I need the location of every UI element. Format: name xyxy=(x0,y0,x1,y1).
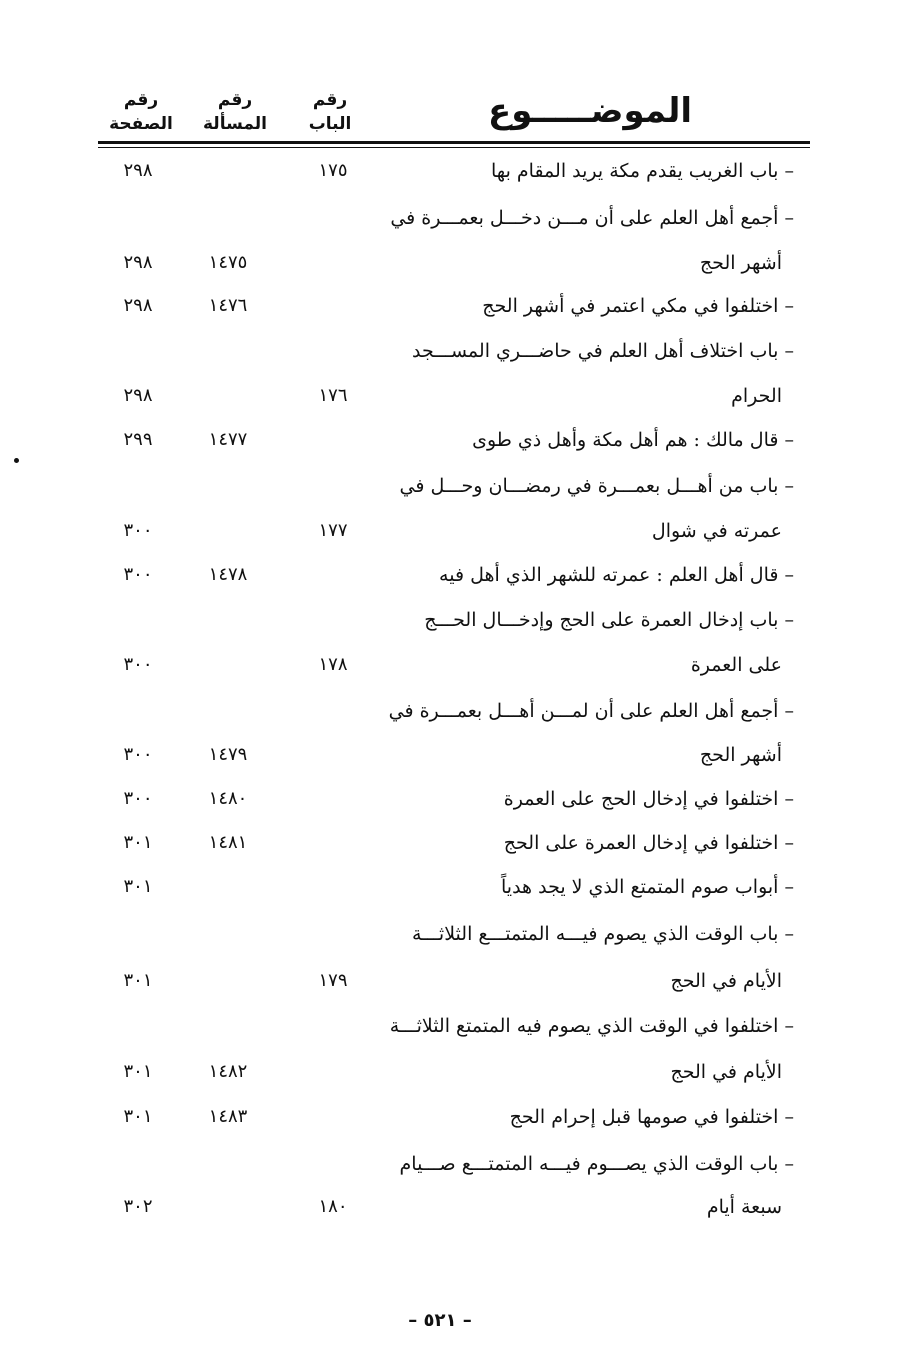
row-masala-number: ١٤٨٠ xyxy=(208,788,248,809)
row-masala-number: ١٤٧٥ xyxy=(208,252,248,273)
row-bab-number: ١٧٧ xyxy=(318,520,348,541)
row-bab-number: ١٧٦ xyxy=(318,385,348,406)
row-topic: – اختلفوا في الوقت الذي يصوم فيه المتمتع الثلاثـــة xyxy=(389,1015,794,1037)
row-page-number: ٣٠٢ xyxy=(123,1196,153,1217)
row-topic: – اختلفوا في صومها قبل إحرام الحج xyxy=(509,1106,794,1128)
table-row xyxy=(98,913,810,955)
row-topic: سبعة أيام xyxy=(706,1196,782,1218)
row-page-number: ٣٠٠ xyxy=(123,788,153,809)
table-row xyxy=(98,599,810,641)
row-topic: – باب اختلاف أهل العلم في حاضـــري المســـجد xyxy=(412,340,794,362)
table-row xyxy=(98,644,810,686)
header-safha-line1: رقم xyxy=(123,90,159,110)
table-row xyxy=(98,866,810,908)
row-page-number: ٣٠٠ xyxy=(123,654,153,675)
row-topic: عمرته في شوال xyxy=(651,520,782,542)
header-masala-line1: رقم xyxy=(217,90,253,110)
row-page-number: ٣٠١ xyxy=(123,876,153,897)
table-row xyxy=(98,197,810,239)
table-row xyxy=(98,465,810,507)
row-page-number: ٣٠١ xyxy=(123,832,153,853)
table-row xyxy=(98,419,810,461)
row-masala-number: ١٤٧٦ xyxy=(208,295,248,316)
row-page-number: ٢٩٨ xyxy=(123,295,153,316)
row-masala-number: ١٤٧٩ xyxy=(208,744,248,765)
table-row xyxy=(98,1051,810,1093)
header-rule-thin xyxy=(98,147,810,148)
table-row xyxy=(98,1143,810,1185)
row-topic: أشهر الحج xyxy=(699,252,782,274)
row-topic: – باب الغريب يقدم مكة يريد المقام بها xyxy=(491,160,794,182)
header-bab-line1: رقم xyxy=(312,90,348,110)
table-row xyxy=(98,822,810,864)
header-topic: الموضـــــوع xyxy=(487,91,693,131)
table-row xyxy=(98,690,810,732)
row-topic: – باب الوقت الذي يصوم فيـــه المتمتـــع الثلاثـــة xyxy=(412,923,794,945)
table-row xyxy=(98,1005,810,1047)
header-masala-column xyxy=(190,88,280,136)
table-row xyxy=(98,734,810,776)
table-row xyxy=(98,375,810,417)
margin-dot xyxy=(14,458,19,463)
table-row xyxy=(98,242,810,284)
table-row xyxy=(98,150,810,192)
row-bab-number: ١٧٨ xyxy=(318,654,348,675)
table-row xyxy=(98,1096,810,1138)
row-masala-number: ١٤٨٢ xyxy=(208,1061,248,1082)
row-topic: – باب من أهـــل بعمـــرة في رمضـــان وحـــل في xyxy=(399,475,794,497)
row-page-number: ٢٩٩ xyxy=(123,429,153,450)
page-number: – ٥٢١ – xyxy=(408,1310,472,1331)
table-row xyxy=(98,554,810,596)
row-topic: أشهر الحج xyxy=(699,744,782,766)
row-topic: الأيام في الحج xyxy=(670,970,782,992)
table-row xyxy=(98,1186,810,1228)
row-page-number: ٣٠١ xyxy=(123,970,153,991)
row-masala-number: ١٤٨١ xyxy=(208,832,248,853)
table-row xyxy=(98,285,810,327)
table-row xyxy=(98,960,810,1002)
row-page-number: ٢٩٨ xyxy=(123,252,153,273)
row-topic: الأيام في الحج xyxy=(670,1061,782,1083)
row-bab-number: ١٧٥ xyxy=(318,160,348,181)
row-page-number: ٣٠٠ xyxy=(123,520,153,541)
header-masala-line2: المسألة xyxy=(203,114,267,134)
row-topic: – باب الوقت الذي يصـــوم فيـــه المتمتـــع صـــيام xyxy=(399,1153,794,1175)
row-topic: – أجمع أهل العلم على أن لمـــن أهـــل بعمـــرة في xyxy=(388,700,794,722)
row-page-number: ٣٠١ xyxy=(123,1106,153,1127)
row-topic: – قال أهل العلم : عمرته للشهر الذي أهل فيه xyxy=(439,564,794,586)
row-topic: – باب إدخال العمرة على الحج وإدخـــال الحـــج xyxy=(424,609,794,631)
row-bab-number: ١٧٩ xyxy=(318,970,348,991)
row-masala-number: ١٤٧٧ xyxy=(208,429,248,450)
header-rule-thick xyxy=(98,141,810,144)
row-page-number: ٢٩٨ xyxy=(123,385,153,406)
row-page-number: ٢٩٨ xyxy=(123,160,153,181)
row-topic: – أجمع أهل العلم على أن مـــن دخـــل بعمـــرة في xyxy=(390,207,794,229)
row-topic: – أبواب صوم المتمتع الذي لا يجد هدياً xyxy=(501,876,794,898)
row-page-number: ٣٠١ xyxy=(123,1061,153,1082)
table-row xyxy=(98,510,810,552)
row-bab-number: ١٨٠ xyxy=(318,1196,348,1217)
table-row xyxy=(98,330,810,372)
header-bab-line2: الباب xyxy=(308,114,352,134)
row-masala-number: ١٤٨٣ xyxy=(208,1106,248,1127)
table-row xyxy=(98,778,810,820)
row-topic: – قال مالك : هم أهل مكة وأهل ذي طوى xyxy=(472,429,794,451)
row-topic: – اختلفوا في إدخال العمرة على الحج xyxy=(503,832,794,854)
header-safha-column xyxy=(96,88,186,136)
row-topic: على العمرة xyxy=(690,654,782,676)
row-page-number: ٣٠٠ xyxy=(123,744,153,765)
row-masala-number: ١٤٧٨ xyxy=(208,564,248,585)
row-topic: – اختلفوا في مكي اعتمر في أشهر الحج xyxy=(482,295,794,317)
row-page-number: ٣٠٠ xyxy=(123,564,153,585)
header-safha-line2: الصفحة xyxy=(109,114,173,134)
row-topic: الحرام xyxy=(731,385,782,407)
header-bab-column xyxy=(290,88,370,136)
row-topic: – اختلفوا في إدخال الحج على العمرة xyxy=(503,788,794,810)
